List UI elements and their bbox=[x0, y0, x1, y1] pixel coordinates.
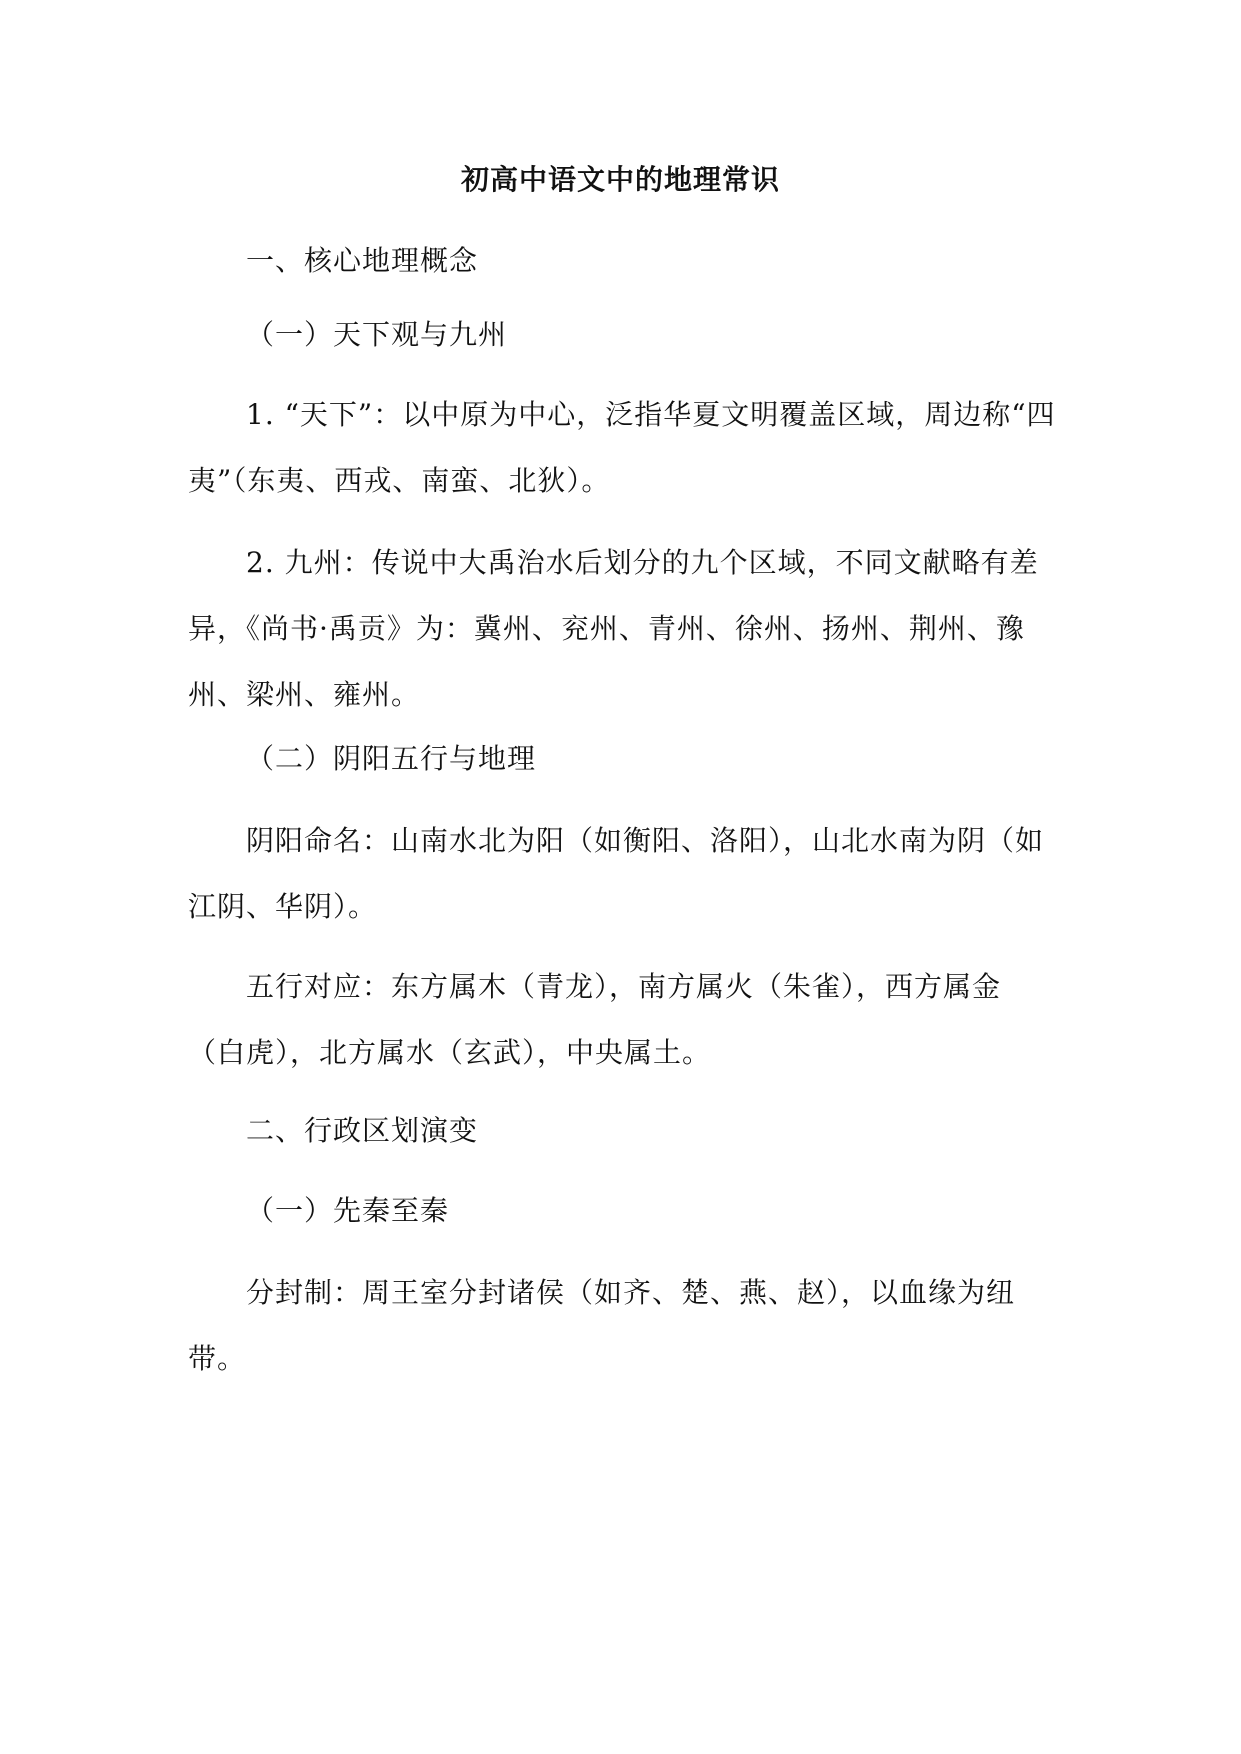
subsection-heading-yinyang: （二）阴阳五行与地理 bbox=[246, 742, 537, 775]
subsection-heading-pre-qin: （一）先秦至秦 bbox=[246, 1194, 450, 1227]
paragraph-tianxia: 1. “天下”：以中原为中心，泛指华夏文明覆盖区域，周边称“四夷”（东夷、西戎、南蛮、北狄）。 bbox=[188, 398, 1056, 497]
paragraph-yinyang-naming: 阴阳命名：山南水北为阳（如衡阳、洛阳），山北水南为阴（如江阴、华阴）。 bbox=[188, 824, 1045, 923]
section-heading-core-concepts: 一、核心地理概念 bbox=[246, 244, 479, 277]
subsection-heading-tianxia: （一）天下观与九州 bbox=[246, 318, 508, 351]
paragraph-fenfeng: 分封制：周王室分封诸侯（如齐、楚、燕、赵），以血缘为纽带。 bbox=[188, 1276, 1016, 1375]
paragraph-wuxing: 五行对应：东方属木（青龙），南方属火（朱雀），西方属金（白虎），北方属水（玄武），中央属土。 bbox=[188, 970, 1002, 1069]
paragraph-jiuzhou: 2. 九州：传说中大禹治水后划分的九个区域，不同文献略有差异，《尚书·禹贡》为：冀州、兖州、青州、徐州、扬州、荆州、豫州、梁州、雍州。 bbox=[188, 546, 1039, 711]
section-heading-administrative: 二、行政区划演变 bbox=[246, 1114, 479, 1147]
document-title: 初高中语文中的地理常识 bbox=[460, 163, 780, 196]
